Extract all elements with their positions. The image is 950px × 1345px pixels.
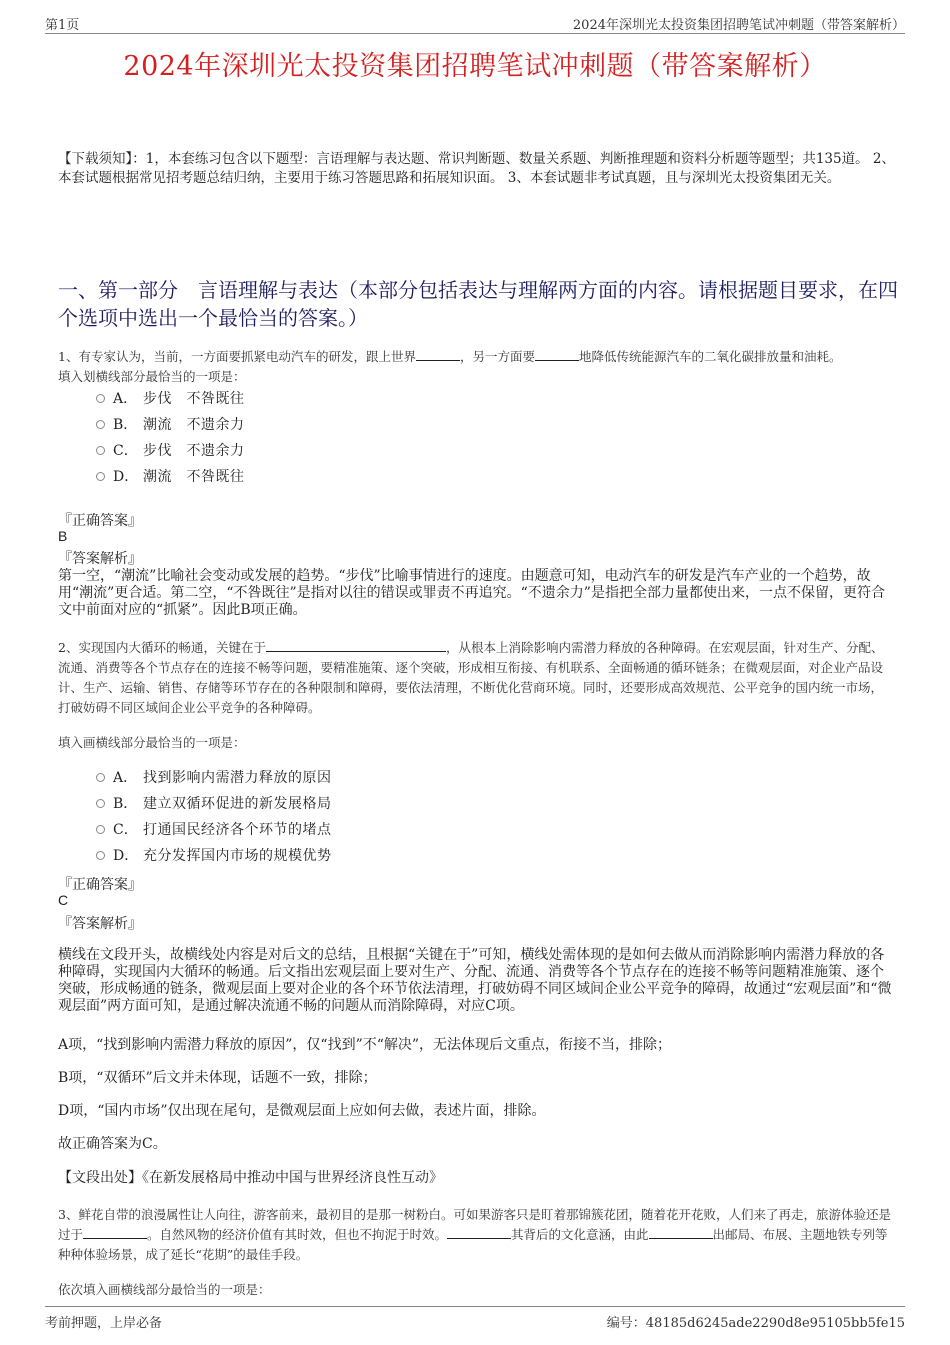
option-a[interactable]: A． 找到影响内需潜力释放的原因	[96, 764, 332, 790]
option-c[interactable]: C． 打通国民经济各个环节的堵点	[96, 816, 332, 842]
download-notice: 【下载须知】：1，本套练习包含以下题型：言语理解与表达题、常识判断题、数量关系题、判断推理题和资料分析题等题型；共135道。 2、本套试题根据常见招考题总结归纳，主要用于练习答题思路和拓展知识面。 3、本套试题非考试真题，且与深圳光太投资集团无关。	[58, 151, 895, 186]
option-b[interactable]: B． 建立双循环促进的新发展格局	[96, 790, 332, 816]
answer-value: B	[58, 528, 68, 544]
blank	[649, 1225, 713, 1239]
analysis-label: 『答案解析』	[58, 916, 142, 932]
option-b[interactable]: B． 潮流 不遗余力	[96, 411, 245, 437]
source-line: 【文段出处】《在新发展格局中推动中国与世界经济良性互动》	[58, 1170, 443, 1186]
blank	[535, 347, 579, 361]
question-2-options	[96, 764, 332, 868]
radio-icon[interactable]	[96, 773, 105, 782]
radio-icon[interactable]	[96, 394, 105, 403]
analysis-paragraph: 故正确答案为C。	[58, 1136, 167, 1152]
page-number: 第1页	[45, 18, 80, 33]
analysis-label: 『答案解析』	[58, 551, 142, 567]
analysis-paragraph: A项，“找到影响内需潜力释放的原因”，仅“找到”不“解决”，无法体现后文重点，衔接不当，排除；	[58, 1037, 672, 1053]
radio-icon[interactable]	[96, 420, 105, 429]
question-3-stem: 3、鲜花自带的浪漫属性让人向往，游客前来，最初目的是那一树粉白。可如果游客只是盯着那锦簇花团，随着花开花败，人们来了再走，旅游体验还是过于 。自然风物的经济价值有其时效，但也不拘泥于时效。 其背后的文化意涵，由此 出邮局、布展、主题地铁专列等种种体验场景，成了延长“花期”的最佳手段。	[58, 1207, 891, 1262]
radio-icon[interactable]	[96, 851, 105, 860]
option-c[interactable]: C． 步伐 不遗余力	[96, 437, 245, 463]
answer-label: 『正确答案』	[58, 877, 142, 893]
radio-icon[interactable]	[96, 472, 105, 481]
analysis-paragraph: D项，“国内市场”仅出现在尾句，是微观层面上应如何去做，表述片面，排除。	[58, 1103, 546, 1119]
radio-icon[interactable]	[96, 825, 105, 834]
answer-value: C	[58, 892, 69, 908]
document-id: 编号：48185d6245ade2290d8e95105bb5fe15	[606, 1316, 905, 1331]
blank	[447, 1225, 511, 1239]
footer-slogan: 考前押题，上岸必备	[45, 1316, 163, 1331]
analysis-paragraph: 横线在文段开头，故横线处内容是对后文的总结，且根据“关键在于”可知，横线处需体现的是如何去做从而消除影响内需潜力释放的各种障碍，实现国内大循环的畅通。后文指出宏观层面上要对生产、分配、流通、消费等各个节点存在的连接不畅等问题精准施策、逐个突破，形成畅通的链条，微观层面上要对企业的各个环节依法清理，打破妨碍不同区域间企业公平竞争的障碍，故通过“宏观层面”和“微观层面”两方面可知，是通过解决流通不畅的问题从而消除障碍，对应C项。	[58, 947, 892, 1014]
blank	[83, 1225, 147, 1239]
question-1-options	[96, 385, 245, 489]
radio-icon[interactable]	[96, 799, 105, 808]
radio-icon[interactable]	[96, 446, 105, 455]
section-heading: 一、第一部分 言语理解与表达（本部分包括表达与理解两方面的内容。请根据题目要求，在四个选项中选出一个最恰当的答案。）	[58, 278, 898, 330]
answer-label: 『正确答案』	[58, 513, 142, 529]
question-2-prompt: 填入画横线部分最恰当的一项是：	[58, 735, 246, 750]
header-divider	[45, 33, 905, 34]
option-a[interactable]: A． 步伐 不咎既往	[96, 385, 245, 411]
option-d[interactable]: D． 充分发挥国内市场的规模优势	[96, 842, 332, 868]
page-title: 2024年深圳光太投资集团招聘笔试冲刺题（带答案解析）	[123, 51, 827, 82]
blank	[266, 638, 446, 652]
analysis-paragraph: B项，“双循环”后文并未体现，话题不一致，排除；	[58, 1070, 377, 1086]
running-title: 2024年深圳光太投资集团招聘笔试冲刺题（带答案解析）	[572, 18, 905, 33]
footer-divider	[45, 1306, 905, 1307]
question-1-stem: 1、有专家认为，当前，一方面要抓紧电动汽车的研发，跟上世界 ，另一方面要 地降低传统能源汽车的二氧化碳排放量和油耗。 填入划横线部分最恰当的一项是：	[58, 349, 842, 384]
analysis-text: 第一空，“潮流”比喻社会变动或发展的趋势。“步伐”比喻事情进行的速度。由题意可知，电动汽车的研发是汽车产业的一个趋势，故用“潮流”更合适。第二空，“不咎既往”是指对以往的错误或罪责不再追究。“不遗余力”是指把全部力量都使出来，一点不保留，更符合文中前面对应的“抓紧”。因此B项正确。	[58, 568, 885, 618]
question-3-prompt: 依次填入画横线部分最恰当的一项是：	[58, 1282, 271, 1297]
blank	[416, 347, 460, 361]
option-d[interactable]: D． 潮流 不咎既往	[96, 463, 245, 489]
question-2-stem: 2、实现国内大循环的畅通，关键在于 ，从根本上消除影响内需潜力释放的各种障碍。在宏观层面，针对生产、分配、流通、消费等各个节点存在的连接不畅等问题，要精准施策、逐个突破，形成相互衔接、有机联系、全面畅通的循环链条；在微观层面，对企业产品设计、生产、运输、销售、存储等环节存在的各种限制和障碍，要依法清理，不断优化营商环境。同时，还要形成高效规范、公平竞争的国内统一市场，打破妨碍不同区域间企业公平竞争的各种障碍。	[58, 640, 884, 715]
